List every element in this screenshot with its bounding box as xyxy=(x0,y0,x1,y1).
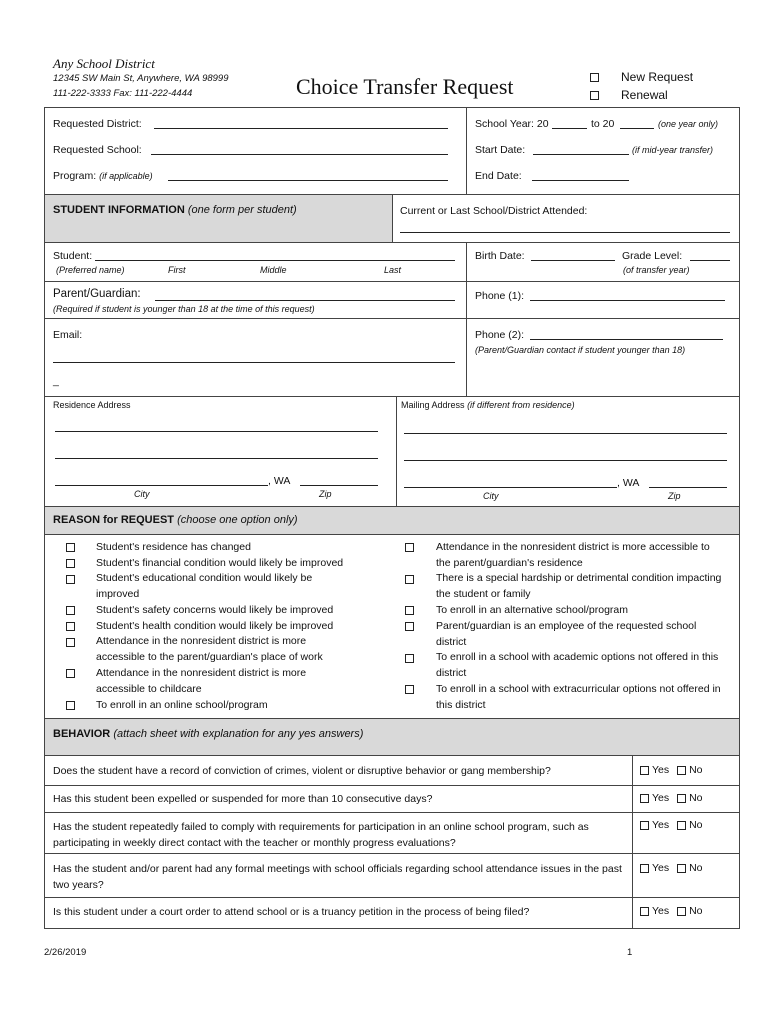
no-checkbox[interactable] xyxy=(677,766,686,775)
checkbox[interactable] xyxy=(590,73,599,82)
program-label: Program: (if applicable) xyxy=(53,170,153,182)
reason-left-6: Attendance in the nonresident district is more accessible to the parent/guardian's place of work xyxy=(96,635,323,663)
no-checkbox[interactable] xyxy=(677,907,686,916)
behavior-answer-4: Yes No xyxy=(640,862,703,874)
phone1-label: Phone (1): xyxy=(475,290,525,302)
district-phone: 111-222-3333 Fax: 111-222-4444 xyxy=(53,88,193,99)
requested-district-label: Requested District: xyxy=(53,118,142,130)
yes-checkbox[interactable] xyxy=(640,821,649,830)
request-type-options xyxy=(590,68,693,104)
end-date-label: End Date: xyxy=(475,170,522,182)
requested-school-label: Requested School: xyxy=(53,144,142,156)
reason-heading: REASON for REQUEST (choose one option only) xyxy=(53,514,298,526)
reason-right-5: To enroll in a school with academic options not offered in this district xyxy=(436,651,719,679)
program-field[interactable] xyxy=(168,180,448,181)
parent-hint: (Required if student is younger than 18 at the time of this request) xyxy=(53,304,315,314)
residence-line2[interactable] xyxy=(55,458,378,459)
reason-left-4: Student's safety concerns would likely be improved xyxy=(96,604,334,616)
school-year-hint: (one year only) xyxy=(658,119,719,129)
behavior-question-2: Has this student been expelled or suspended for more than 10 consecutive days? xyxy=(53,793,433,805)
student-name-field[interactable] xyxy=(95,260,455,261)
parent-label: Parent/Guardian: xyxy=(53,288,141,300)
email-field-tail: _ xyxy=(53,375,59,387)
reason-left-5: Student's health condition would likely be improved xyxy=(96,620,334,632)
school-year-start-field[interactable] xyxy=(552,128,587,129)
grade-level-hint: (of transfer year) xyxy=(623,265,690,275)
new-request-option[interactable]: New Request xyxy=(590,68,693,86)
yes-checkbox[interactable] xyxy=(640,766,649,775)
behavior-answer-5: Yes No xyxy=(640,905,703,917)
mailing-line1[interactable] xyxy=(404,433,727,434)
mailing-address-label: Mailing Address (if different from residence) xyxy=(401,400,575,410)
grade-level-field[interactable] xyxy=(690,260,730,261)
reason-left-6-checkbox[interactable] xyxy=(66,638,75,647)
phone2-field[interactable] xyxy=(530,339,723,340)
renewal-option[interactable]: Renewal xyxy=(590,86,693,104)
district-address: 12345 SW Main St, Anywhere, WA 98999 xyxy=(53,73,229,84)
reason-right-6: To enroll in a school with extracurricular options not offered in this district xyxy=(436,683,721,711)
reason-right-1-checkbox[interactable] xyxy=(405,543,414,552)
reason-right-2: There is a special hardship or detrimental condition impacting the student or family xyxy=(436,572,722,600)
page-title: Choice Transfer Request xyxy=(296,74,514,99)
student-info-heading: STUDENT INFORMATION (one form per student) xyxy=(53,204,297,216)
reason-right-4-checkbox[interactable] xyxy=(405,622,414,631)
checkbox[interactable] xyxy=(590,91,599,100)
mailing-city-field[interactable] xyxy=(404,487,617,488)
residence-address-label: Residence Address xyxy=(53,400,131,410)
residence-zip-field[interactable] xyxy=(300,485,378,486)
mailing-state: , WA xyxy=(617,477,640,489)
start-date-hint: (if mid-year transfer) xyxy=(632,145,714,155)
footer-date: 2/26/2019 xyxy=(44,947,87,958)
behavior-question-1: Does the student have a record of conviction of crimes, violent or disruptive behavior or gang membership? xyxy=(53,765,551,777)
start-date-field[interactable] xyxy=(533,154,629,155)
behavior-question-3: Has the student repeatedly failed to comply with requirements for participation in an online school program, such as participating in weekly direct contact with the teacher or monthly progress evaluations? xyxy=(53,821,589,849)
district-name: Any School District xyxy=(53,56,155,71)
behavior-answer-1: Yes No xyxy=(640,764,703,776)
birth-date-label: Birth Date: xyxy=(475,250,525,262)
current-school-field[interactable] xyxy=(400,232,730,233)
reason-left-2-checkbox[interactable] xyxy=(66,559,75,568)
residence-state: , WA xyxy=(268,475,291,487)
page-number: 1 xyxy=(627,947,633,958)
school-year-label: School Year: 20 xyxy=(475,118,549,130)
birth-date-field[interactable] xyxy=(531,260,615,261)
reason-right-5-checkbox[interactable] xyxy=(405,654,414,663)
name-part-first: First xyxy=(168,265,186,275)
requested-district-field[interactable] xyxy=(154,128,448,129)
school-year-end-field[interactable] xyxy=(620,128,654,129)
reason-left-5-checkbox[interactable] xyxy=(66,622,75,631)
residence-city-field[interactable] xyxy=(55,485,268,486)
reason-right-3: To enroll in an alternative school/program xyxy=(436,604,629,616)
reason-left-3: Student's educational condition would likely be improved xyxy=(96,572,313,600)
behavior-heading: BEHAVIOR (attach sheet with explanation for any yes answers) xyxy=(53,728,364,740)
end-date-field[interactable] xyxy=(532,180,629,181)
reason-left-8-checkbox[interactable] xyxy=(66,701,75,710)
yes-checkbox[interactable] xyxy=(640,864,649,873)
residence-zip-label: Zip xyxy=(319,489,332,499)
residence-line1[interactable] xyxy=(55,431,378,432)
residence-city-label: City xyxy=(134,489,150,499)
mailing-line2[interactable] xyxy=(404,460,727,461)
behavior-answer-3: Yes No xyxy=(640,819,703,831)
current-school-label: Current or Last School/District Attended: xyxy=(400,205,588,217)
phone1-field[interactable] xyxy=(530,300,725,301)
reason-left-7: Attendance in the nonresident district is more accessible to childcare xyxy=(96,667,307,695)
behavior-question-4: Has the student and/or parent had any formal meetings with school officials regarding school attendance issues in the past two years? xyxy=(53,863,622,891)
reason-left-1-checkbox[interactable] xyxy=(66,543,75,552)
mailing-zip-label: Zip xyxy=(668,491,681,501)
school-year-to-label: to 20 xyxy=(591,118,615,130)
no-checkbox[interactable] xyxy=(677,794,686,803)
email-label: Email: xyxy=(53,329,83,341)
behavior-answer-2: Yes No xyxy=(640,792,703,804)
reason-right-4: Parent/guardian is an employee of the requested school district xyxy=(436,620,697,648)
reason-right-3-checkbox[interactable] xyxy=(405,606,414,615)
reason-left-4-checkbox[interactable] xyxy=(66,606,75,615)
behavior-question-5: Is this student under a court order to attend school or is a truancy petition in the process of being filed? xyxy=(53,906,530,918)
phone2-label: Phone (2): xyxy=(475,329,525,341)
requested-school-field[interactable] xyxy=(151,154,448,155)
yes-checkbox[interactable] xyxy=(640,907,649,916)
phone2-hint: (Parent/Guardian contact if student younger than 18) xyxy=(475,345,686,355)
start-date-label: Start Date: xyxy=(475,144,526,156)
parent-field[interactable] xyxy=(155,300,455,301)
no-checkbox[interactable] xyxy=(677,864,686,873)
reason-right-6-checkbox[interactable] xyxy=(405,685,414,694)
mailing-zip-field[interactable] xyxy=(649,487,727,488)
reason-left-3-checkbox[interactable] xyxy=(66,575,75,584)
no-checkbox[interactable] xyxy=(677,821,686,830)
name-part-last: Last xyxy=(384,265,402,275)
name-part-preferred: (Preferred name) xyxy=(56,265,125,275)
grade-level-label: Grade Level: xyxy=(622,250,683,262)
reason-left-8: To enroll in an online school/program xyxy=(96,699,268,711)
student-label: Student: xyxy=(53,250,93,262)
reason-left-1: Student's residence has changed xyxy=(96,541,251,553)
yes-checkbox[interactable] xyxy=(640,794,649,803)
reason-left-7-checkbox[interactable] xyxy=(66,669,75,678)
name-part-middle: Middle xyxy=(260,265,287,275)
reason-right-2-checkbox[interactable] xyxy=(405,575,414,584)
mailing-city-label: City xyxy=(483,491,499,501)
reason-left-2: Student's financial condition would likely be improved xyxy=(96,557,344,569)
reason-right-1: Attendance in the nonresident district is more accessible to the parent/guardian's residence xyxy=(436,541,710,569)
email-field[interactable] xyxy=(53,362,455,363)
